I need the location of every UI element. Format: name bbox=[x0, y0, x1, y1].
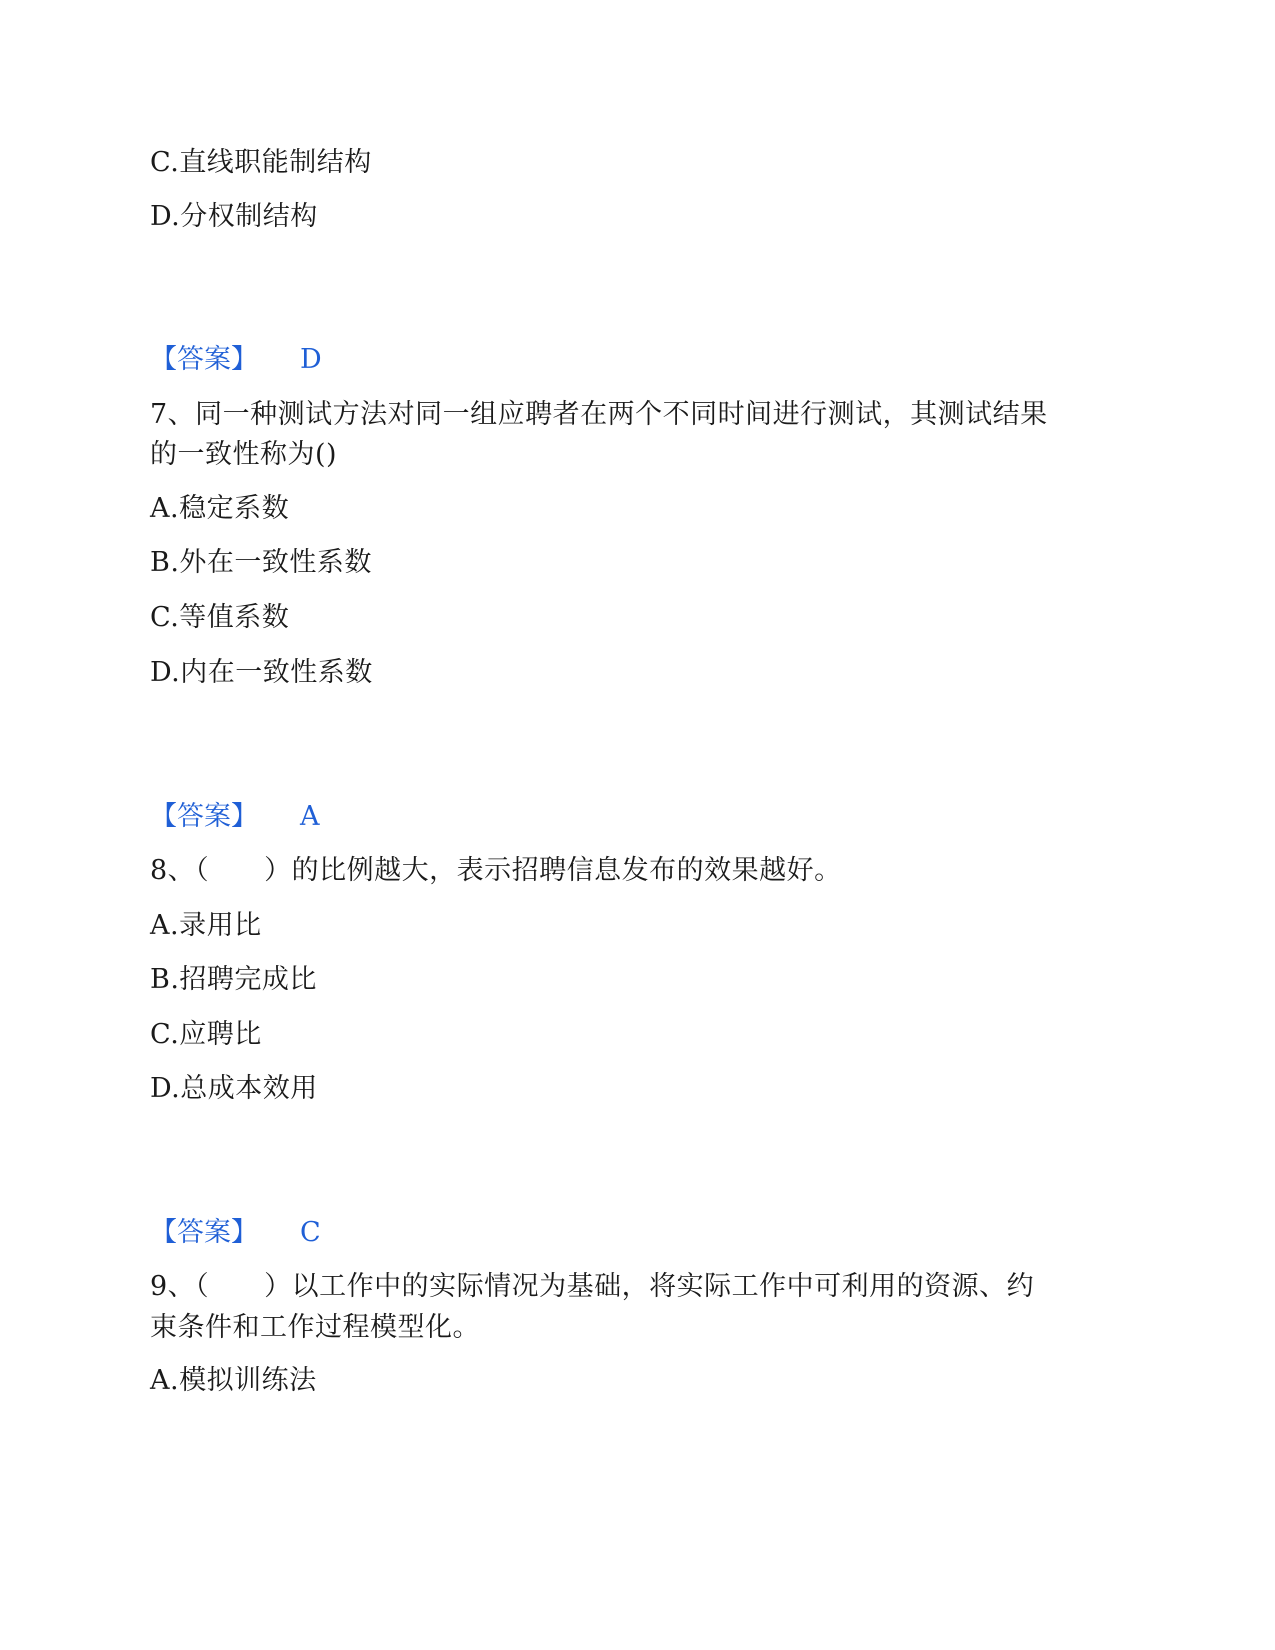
q8-option-a: A.录用比 bbox=[150, 910, 262, 941]
q8-answer bbox=[150, 1216, 321, 1250]
q8-option-d: D.总成本效用 bbox=[150, 1073, 318, 1104]
q9-stem-line2: 束条件和工作过程模型化。 bbox=[150, 1312, 480, 1343]
answer-label: 【答案】 bbox=[150, 801, 258, 832]
q7-option-a: A.稳定系数 bbox=[150, 493, 290, 524]
q8-option-c: C.应聘比 bbox=[150, 1019, 262, 1050]
q7-answer bbox=[150, 800, 320, 834]
q6-option-d: D.分权制结构 bbox=[150, 201, 318, 232]
q9-option-a: A.模拟训练法 bbox=[150, 1365, 317, 1396]
q7-option-d: D.内在一致性系数 bbox=[150, 657, 373, 688]
answer-value: D bbox=[300, 344, 322, 375]
q8-stem-line1: 8、（ ）的比例越大，表示招聘信息发布的效果越好。 bbox=[150, 855, 842, 886]
q7-stem-line1: 7、同一种测试方法对同一组应聘者在两个不同时间进行测试，其测试结果 bbox=[150, 399, 1048, 430]
answer-value: A bbox=[300, 801, 320, 832]
q7-option-c: C.等值系数 bbox=[150, 602, 290, 633]
q7-stem-line2: 的一致性称为() bbox=[150, 439, 338, 470]
answer-label: 【答案】 bbox=[150, 344, 258, 375]
q9-stem-line1: 9、（ ）以工作中的实际情况为基础，将实际工作中可利用的资源、约 bbox=[150, 1271, 1035, 1302]
answer-value: C bbox=[300, 1217, 321, 1248]
q6-answer bbox=[150, 343, 322, 377]
q7-option-b: B.外在一致性系数 bbox=[150, 547, 372, 578]
q6-option-c: C.直线职能制结构 bbox=[150, 147, 372, 178]
q8-option-b: B.招聘完成比 bbox=[150, 964, 317, 995]
answer-label: 【答案】 bbox=[150, 1217, 258, 1248]
